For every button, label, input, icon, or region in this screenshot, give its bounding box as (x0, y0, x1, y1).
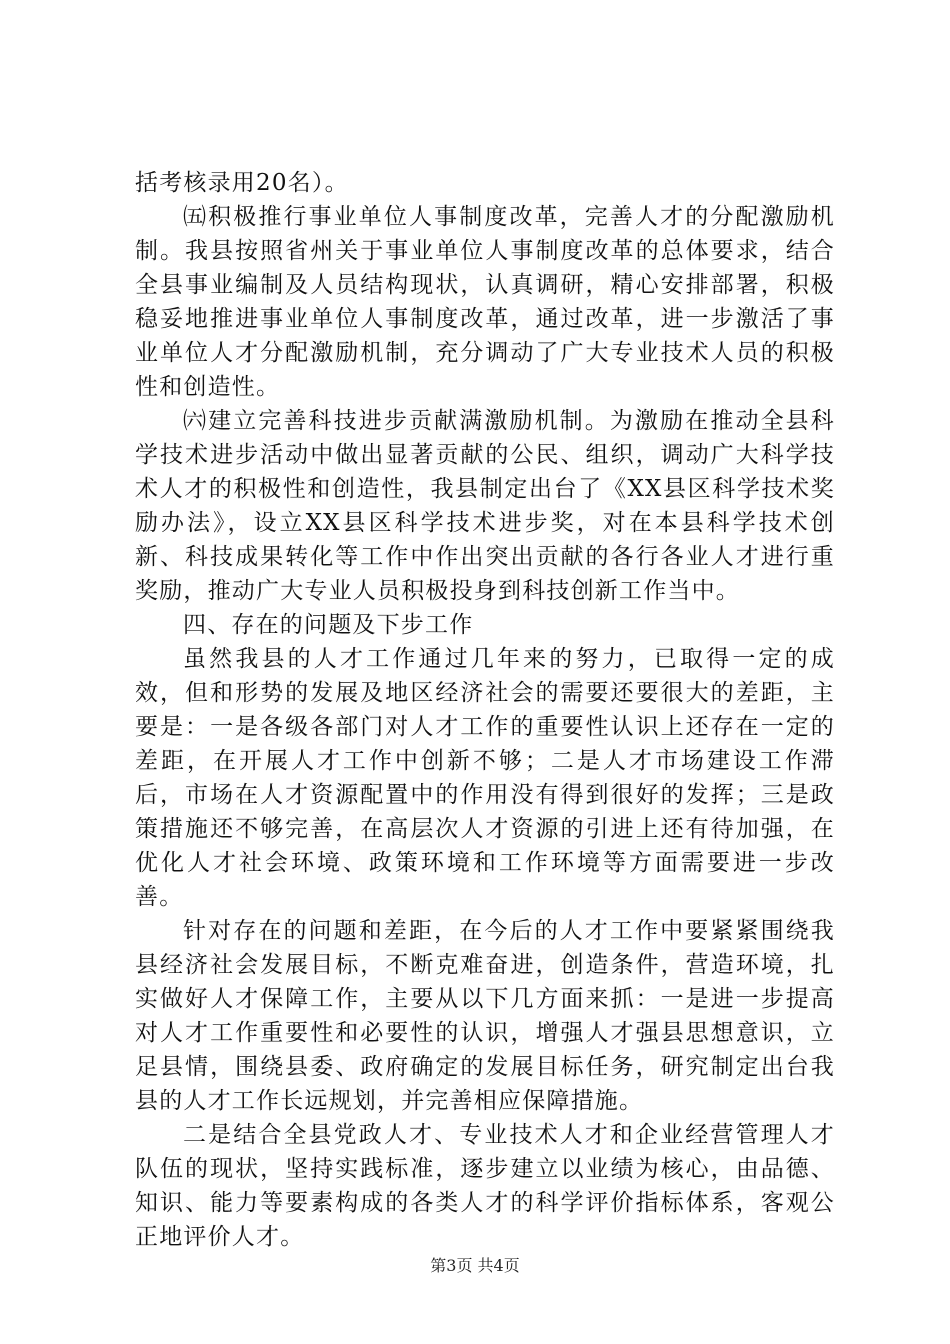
paragraph-evaluation: 二是结合全县党政人才、专业技术人才和企业经营管理人才队伍的现状，坚持实践标准，逐步建立以业绩为核心，由品德、知识、能力等要素构成的各类人才的科学评价指标体系，客观公正地评价人才。 (135, 1122, 835, 1250)
page-number: 第3页 共4页 (430, 1256, 520, 1275)
paragraph-continuation: 括考核录用20名）。 (135, 170, 349, 196)
page-footer (0, 1256, 950, 1276)
paragraph-section-5: ㈤积极推行事业单位人事制度改革，完善人才的分配激励机制。我县按照省州关于事业单位人事制度改革的总体要求，结合全县事业编制及人员结构现状，认真调研，精心安排部署，积极稳妥地推进事业单位人事制度改革，通过改革，进一步激活了事业单位人才分配激励机制，充分调动了广大专业技术人员的积极性和创造性。 (135, 204, 835, 400)
paragraph-problems: 虽然我县的人才工作通过几年来的努力，已取得一定的成效，但和形势的发展及地区经济社会的需要还要很大的差距，主要是：一是各级各部门对人才工作的重要性认识上还存在一定的差距，在开展人才工作中创新不够；二是人才市场建设工作滞后，市场在人才资源配置中的作用没有得到很好的发挥；三是政策措施还不够完善，在高层次人才资源的引进上还有待加强，在优化人才社会环境、政策环境和工作环境等方面需要进一步改善。 (135, 646, 835, 910)
paragraph-next-steps: 针对存在的问题和差距，在今后的人才工作中要紧紧围绕我县经济社会发展目标，不断克难奋进，创造条件，营造环境，扎实做好人才保障工作，主要从以下几方面来抓：一是进一步提高对人才工作重要性和必要性的认识，增强人才强县思想意识，立足县情，围绕县委、政府确定的发展目标任务，研究制定出台我县的人才工作长远规划，并完善相应保障措施。 (135, 918, 835, 1114)
document-body (135, 166, 835, 1254)
section-heading: 四、存在的问题及下步工作 (183, 612, 474, 638)
paragraph-section-6: ㈥建立完善科技进步贡献满激励机制。为激励在推动全县科学技术进步活动中做出显著贡献的公民、组织，调动广大科学技术人才的积极性和创造性，我县制定出台了《XX县区科学技术奖励办法》，设立XX县区科学技术进步奖，对在本县科学技术创新、科技成果转化等工作中作出突出贡献的各行各业人才进行重奖励，推动广大专业人员积极投身到科技创新工作当中。 (135, 408, 835, 604)
